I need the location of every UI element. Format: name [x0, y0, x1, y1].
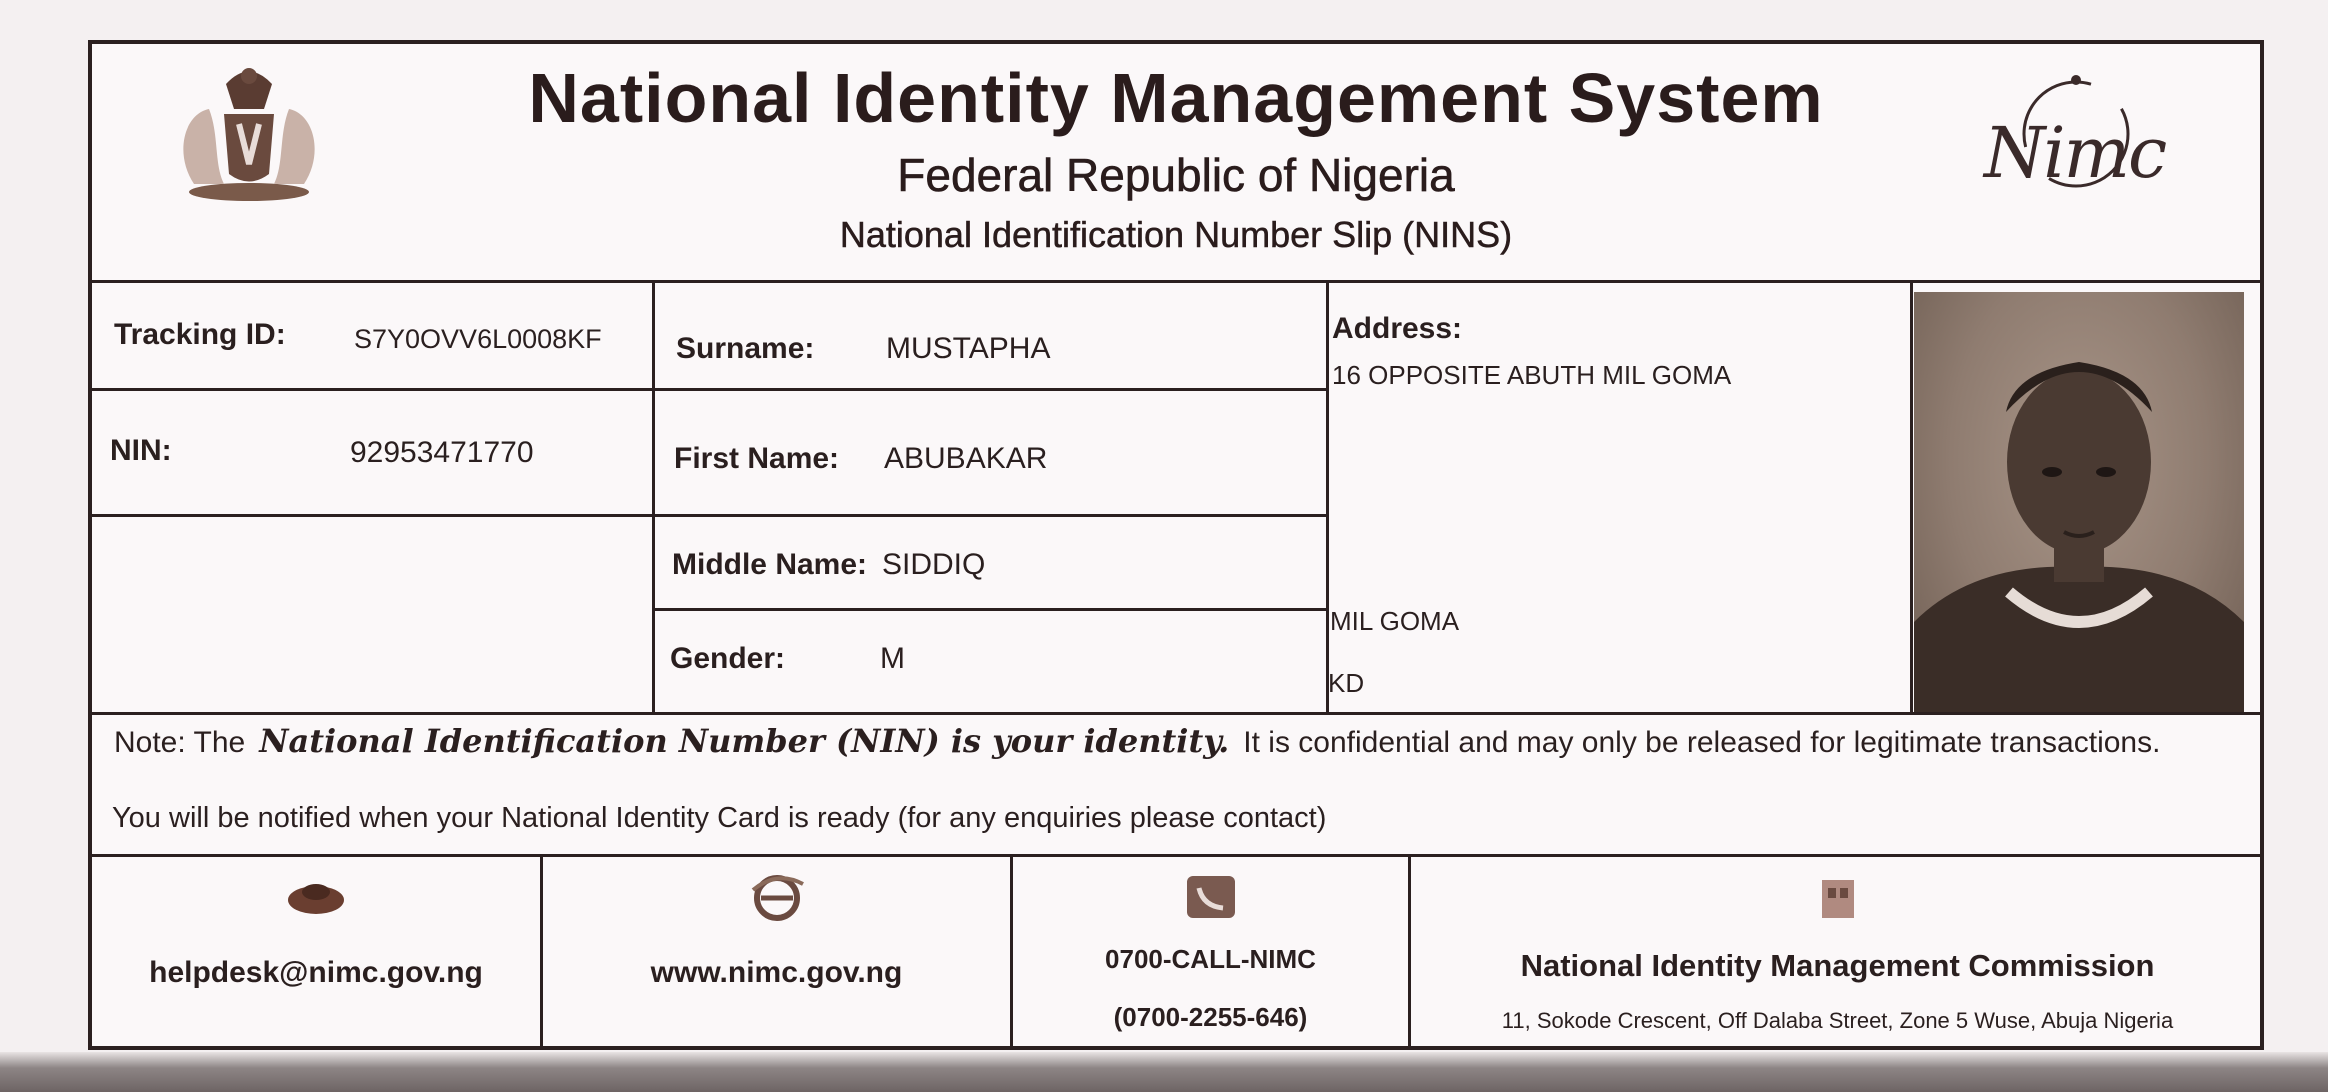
note-suffix: It is confidential and may only be released for legitimate transactions. — [1243, 726, 2161, 759]
footer-web-cell — [543, 856, 1010, 1050]
nimc-logo-text: Nimc — [1984, 112, 2166, 194]
note-line-2: You will be notified when your National Identity Card is ready (for any enquiries please contact) — [112, 802, 1327, 834]
tracking-id-value: S7Y0OVV6L0008KF — [354, 324, 602, 354]
page-title: National Identity Management System — [528, 59, 1824, 137]
nin-label: NIN: — [110, 434, 172, 467]
footer-org-address: 11, Sokode Crescent, Off Dalaba Street, Zone 5 Wuse, Abuja Nigeria — [1501, 1008, 2174, 1033]
middle-name-label: Middle Name: — [672, 548, 868, 581]
divider — [92, 388, 1328, 391]
slip-title: National Identification Number Slip (NINS) — [839, 214, 1513, 255]
web-icon — [747, 870, 807, 922]
passport-photo — [1914, 292, 2244, 712]
divider — [1326, 280, 1329, 715]
nimc-logo-icon — [1984, 64, 2164, 204]
background-surface — [0, 1052, 2328, 1092]
footer-phone-cell — [1013, 856, 1408, 1050]
first-name-value: ABUBAKAR — [884, 442, 1048, 475]
divider — [652, 280, 655, 715]
page-subtitle: Federal Republic of Nigeria — [897, 149, 1455, 201]
slip-header — [92, 44, 2260, 283]
footer-email[interactable]: helpdesk@nimc.gov.ng — [149, 956, 483, 989]
divider — [1910, 280, 1913, 715]
tracking-id-label: Tracking ID: — [114, 318, 286, 351]
footer-phone: 0700-CALL-NIMC — [1105, 944, 1316, 974]
divider — [92, 514, 1328, 517]
note-emphasis: National Identification Number (NIN) is your identity. — [259, 722, 1230, 760]
footer-website[interactable]: www.nimc.gov.ng — [650, 956, 903, 989]
footer-phone-numeric: (0700-2255-646) — [1113, 1002, 1308, 1032]
building-icon — [1808, 870, 1868, 922]
note-line-1 — [114, 722, 2160, 760]
gender-label: Gender: — [670, 642, 786, 675]
surname-value: MUSTAPHA — [886, 332, 1051, 365]
address-line-1: 16 OPPOSITE ABUTH MIL GOMA — [1332, 360, 1732, 390]
address-label: Address: — [1332, 312, 1463, 345]
divider — [652, 608, 1328, 611]
nin-value: 92953471770 — [350, 436, 534, 469]
footer-org-cell — [1411, 856, 2264, 1050]
phone-icon — [1181, 870, 1241, 922]
surname-label: Surname: — [676, 332, 815, 365]
footer-org-name: National Identity Management Commission — [1520, 948, 2155, 983]
email-icon — [286, 870, 346, 922]
divider — [92, 712, 2260, 715]
footer-email-cell — [92, 856, 540, 1050]
nin-slip — [88, 40, 2264, 1050]
note-prefix: Note: The — [114, 726, 246, 759]
first-name-label: First Name: — [674, 442, 840, 475]
address-line-3: KD — [1328, 668, 1365, 698]
address-line-2: MIL GOMA — [1330, 606, 1460, 636]
gender-value: M — [880, 642, 905, 675]
middle-name-value: SIDDIQ — [882, 548, 986, 581]
